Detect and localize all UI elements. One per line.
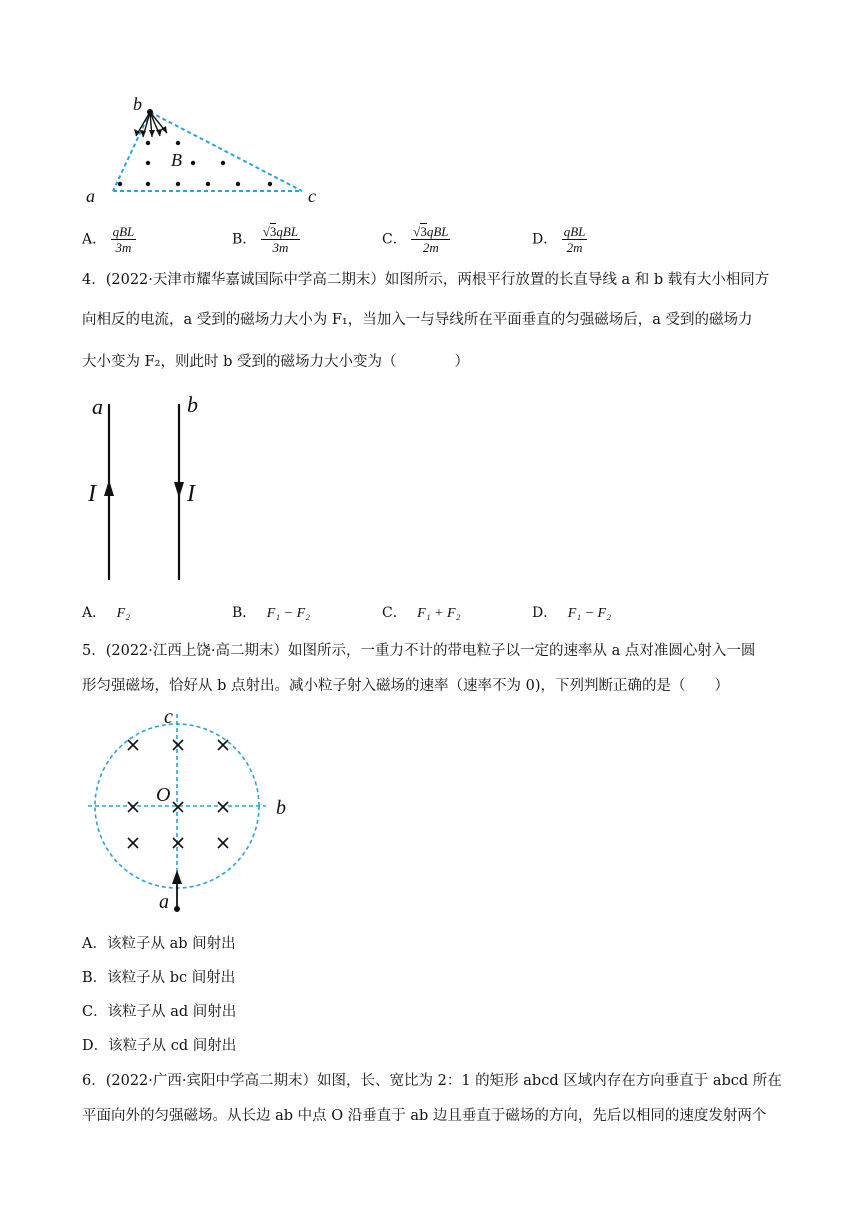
option-text: 该粒子从 ad 间射出 xyxy=(107,1004,237,1020)
label-c: c xyxy=(308,186,316,206)
numerator: qBL xyxy=(112,224,135,239)
label-B: B xyxy=(171,150,182,170)
q6-line-2: 平面向外的匀强磁场。从长边 ab 中点 O 沿垂直于 ab 边且垂直于磁场的方向，先后以相同的速度发射两个 xyxy=(82,1108,767,1124)
q5-option-d[interactable] xyxy=(82,1035,236,1057)
option-letter: C． xyxy=(382,605,407,621)
q5-option-b[interactable] xyxy=(82,967,235,989)
current-a-label: I xyxy=(88,481,96,507)
q5-line-1: 5．(2022·江西上饶·高二期末）如图所示，一重力不计的带电粒子以一定的速率从 a 点对准圆心射入一圆 xyxy=(82,643,756,659)
circle-label-O: O xyxy=(156,784,171,806)
q4-line-3: 大小变为 F₂，则此时 b 受到的磁场力大小变为（ ） xyxy=(82,354,469,370)
wire-b-label: b xyxy=(187,392,198,417)
root: 3 xyxy=(269,224,277,239)
label-b: b xyxy=(133,94,142,114)
parallel-wires-figure xyxy=(80,392,220,584)
current-b-label: I xyxy=(187,481,195,507)
option-expression: F₁ − F₂ xyxy=(567,606,611,621)
q4-option-b[interactable] xyxy=(232,602,310,622)
circle-label-b: b xyxy=(276,797,286,819)
denominator: 2m xyxy=(422,240,439,255)
option-expression: F₁ − F₂ xyxy=(266,606,311,621)
option-fraction xyxy=(411,224,450,255)
numerator-text: qBL xyxy=(276,224,299,239)
option-letter: B． xyxy=(232,605,257,621)
q3-option-d[interactable] xyxy=(532,224,587,255)
option-fraction xyxy=(111,224,137,255)
q5-option-c[interactable] xyxy=(82,1001,236,1023)
denominator: 3m xyxy=(115,240,132,255)
q3-option-b[interactable] xyxy=(232,224,300,255)
denominator: 3m xyxy=(272,240,289,255)
q4-option-a[interactable] xyxy=(82,602,130,622)
triangle-field-figure xyxy=(80,92,330,210)
q4-line-1: 4．(2022·天津市耀华嘉诚国际中学高二期末）如图所示，两根平行放置的长直导线 a 和 b 载有大小相同方 xyxy=(82,272,770,288)
option-fraction xyxy=(261,224,300,255)
q4-line-2: 向相反的电流，a 受到的磁场力大小为 F₁，当加入一与导线所在平面垂直的匀强磁场后，a 受到的磁场力 xyxy=(82,312,753,328)
option-text: 该粒子从 cd 间射出 xyxy=(108,1038,237,1054)
option-letter: C． xyxy=(382,231,407,248)
option-expression: F₂ xyxy=(116,606,130,621)
q5-option-a[interactable] xyxy=(82,933,236,955)
numerator: qBL xyxy=(563,224,586,239)
q6-line-1: 6．(2022·广西·宾阳中学高二期末）如图，长、宽比为 2：1 的矩形 abcd 区域内存在方向垂直于 abcd 所在 xyxy=(82,1073,782,1089)
circular-field-figure xyxy=(84,708,304,918)
circle-label-c: c xyxy=(164,706,173,728)
numerator: √3qBL xyxy=(413,224,449,239)
label-a: a xyxy=(86,186,95,206)
option-letter: C． xyxy=(82,1004,108,1020)
option-letter: B． xyxy=(82,970,108,986)
q3-option-c[interactable] xyxy=(382,224,450,255)
option-letter: D． xyxy=(532,605,558,621)
option-letter: A． xyxy=(82,605,107,621)
q5-line-2: 形匀强磁场，恰好从 b 点射出。减小粒子射入磁场的速率（速率不为 0)，下列判断正确的是（ ） xyxy=(82,678,729,694)
root: 3 xyxy=(420,224,427,239)
wire-a-label: a xyxy=(92,394,103,419)
numerator: √3qBL xyxy=(262,224,299,239)
denominator: 2m xyxy=(566,240,583,255)
q4-option-d[interactable] xyxy=(532,602,611,622)
option-text: 该粒子从 bc 间射出 xyxy=(107,970,236,986)
numerator-text: qBL xyxy=(426,224,449,239)
q3-option-a[interactable] xyxy=(82,224,136,255)
option-text: 该粒子从 ab 间射出 xyxy=(106,936,236,952)
option-expression: F₁ + F₂ xyxy=(417,606,461,621)
option-fraction xyxy=(562,224,588,255)
q4-option-c[interactable] xyxy=(382,602,460,622)
option-letter: D． xyxy=(82,1038,109,1054)
circle-label-a: a xyxy=(159,891,169,913)
option-letter: A． xyxy=(82,231,107,248)
option-letter: B． xyxy=(232,231,257,248)
option-letter: A． xyxy=(82,936,107,952)
option-letter: D． xyxy=(532,231,558,248)
